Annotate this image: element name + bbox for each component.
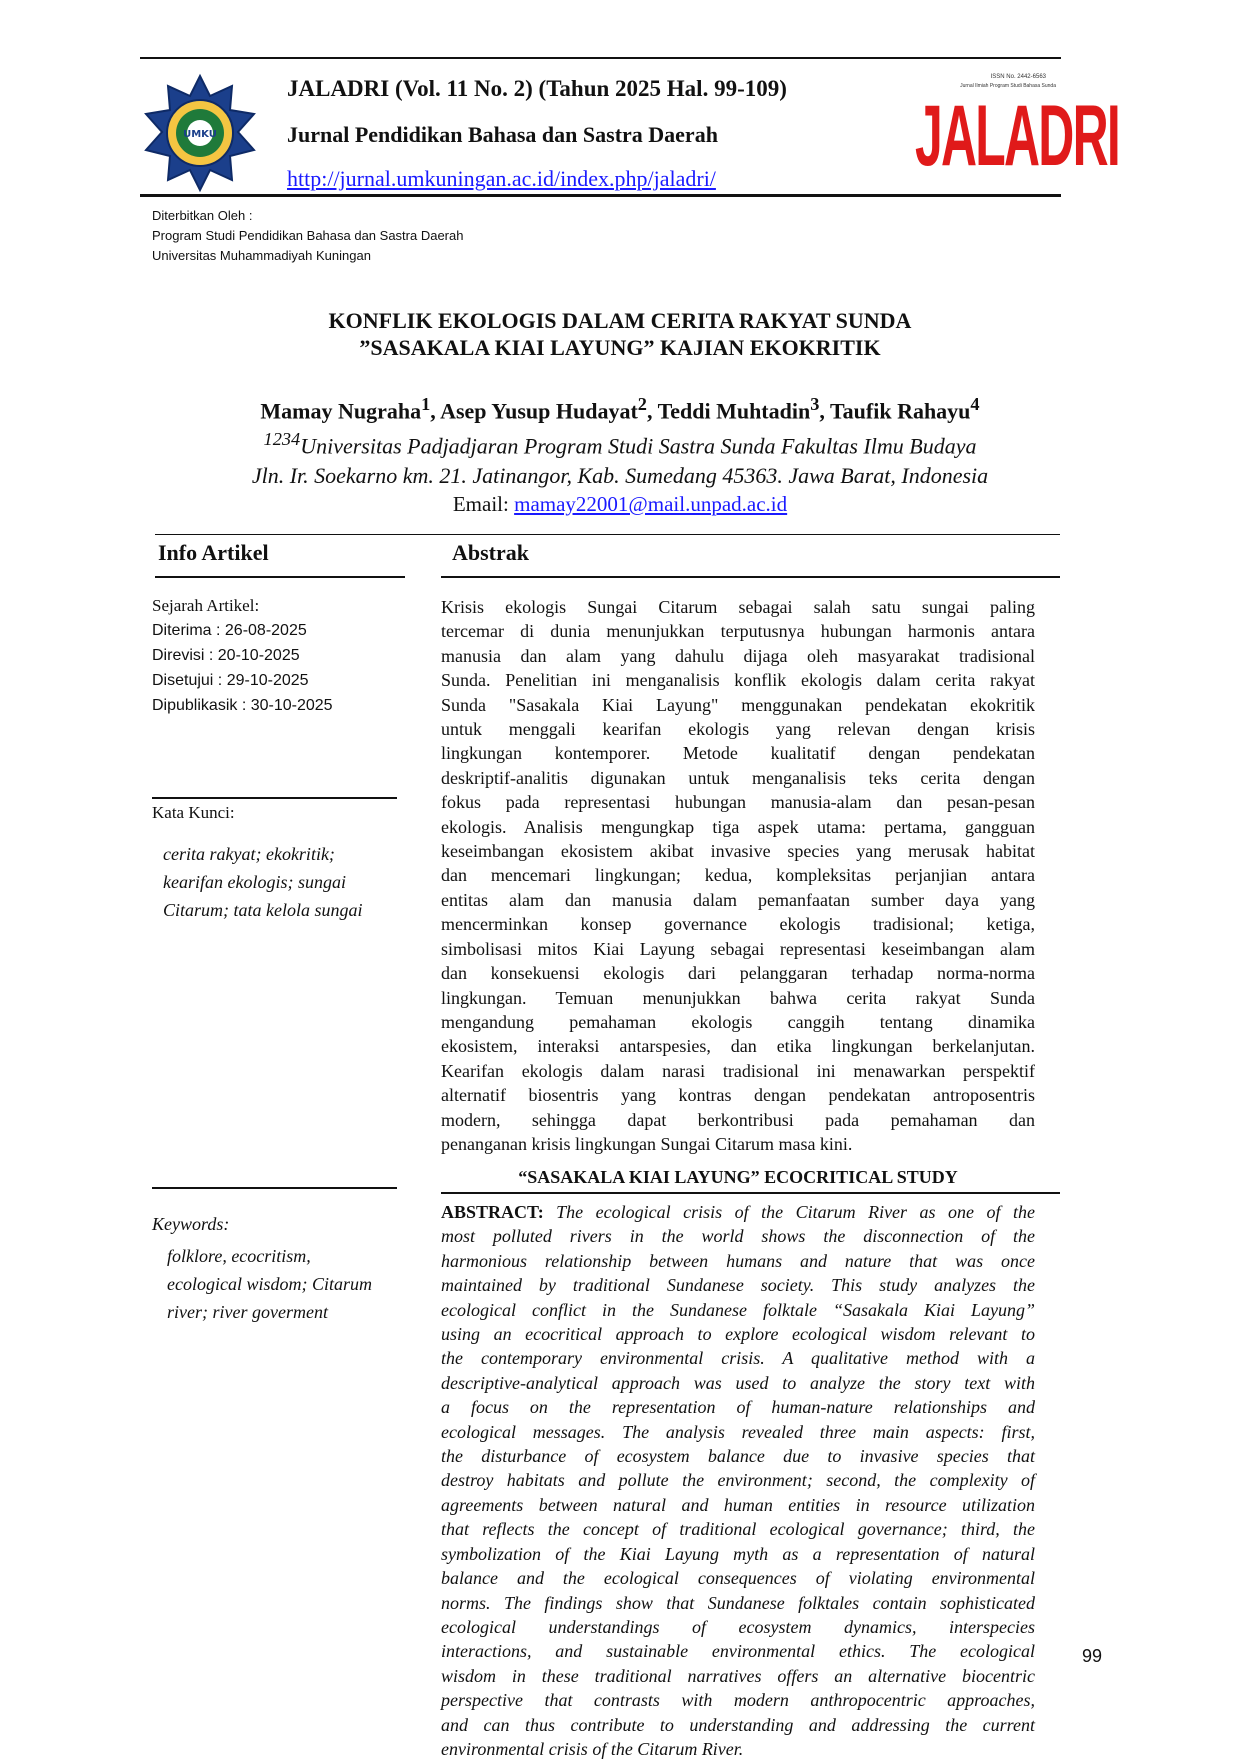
abstract-line: perspective that contrasts with modern anthropocentric approaches, (441, 1690, 1035, 1711)
email-line (150, 490, 1090, 519)
abstract-first-line (441, 1200, 1035, 1224)
abstract-line: wisdom in these traditional narratives offers an alternative biocentric (441, 1665, 1035, 1686)
kata-kunci-rule (152, 797, 397, 799)
university-logo-text: UMKU (183, 129, 217, 140)
publisher-label: Diterbitkan Oleh : (152, 208, 253, 223)
abstrak-line: simbolisasi mitos Kiai Layung sebagai representasi keseimbangan alam (441, 938, 1035, 959)
affiliation-sup: 1234 (263, 429, 301, 450)
abstract-line: harmonious relationship between humans and nature that was once (441, 1250, 1035, 1271)
abstract-line: and can thus contribute to understanding and addressing the current (441, 1714, 1035, 1735)
author-sup: 4 (970, 394, 980, 414)
abstrak-line: tercemar di dunia menunjukkan terputusnya hubungan harmonis antara (441, 621, 1035, 642)
authors-line: Mamay Nugraha$^1$, Asep Yusup Hudayat$^2$, Teddi Muhtadin$^3$, Taufik Rahayu$^4$ (260, 394, 980, 424)
abstrak-line: Krisis ekologis Sungai Citarum sebagai salah satu sungai paling (441, 597, 1035, 617)
abstrak-line: lingkungan. Temuan menunjukkan bahwa cerita rakyat Sunda (441, 987, 1035, 1008)
info-artikel-heading: Info Artikel (158, 540, 269, 565)
author-sup: 3 (810, 394, 820, 414)
abstract-line: most polluted rivers in the world shows the disconnection of the (441, 1226, 1035, 1247)
authors-block (150, 390, 1090, 519)
abstract-line: the contemporary environmental crisis. A qualitative method with a (441, 1348, 1035, 1369)
header-top-rule (140, 57, 1061, 59)
abstract-line: ecological understandings of ecosystem dynamics, interspecies (441, 1616, 1035, 1637)
abstrak-line: entitas alam dan manusia dalam pemanfaatan sumber daya yang (441, 889, 1035, 910)
abstrak-line: alternatif biosentris yang kontras dengan pendekatan antroposentris (441, 1085, 1035, 1106)
history-label: Sejarah Artikel: (152, 596, 260, 615)
abstrak-line: ekosistem, interaksi antarspesies, dan etika lingkungan berkelanjutan. (441, 1036, 1035, 1057)
abstrak-line: Sunda "Sasakala Kiai Layung" menggunakan pendekatan ekokritik (441, 694, 1035, 715)
abstrak-line: untuk menggali kearifan ekologis yang relevan dengan krisis (441, 719, 1035, 740)
abstrak-heading-rule (441, 576, 1060, 578)
abstrak-line: modern, sehingga dapat berkontribusi pada pemahaman dan (441, 1109, 1035, 1130)
date-published: Dipublikasik : 30-10-2025 (152, 697, 333, 714)
author-sup: 2 (637, 394, 647, 414)
abstract-last-line: environmental crisis of the Citarum River. (441, 1738, 744, 1759)
abstract-label: ABSTRACT: (441, 1202, 557, 1222)
address-line: Jln. Ir. Soekarno km. 21. Jatinangor, Kab. Sumedang 45363. Jawa Barat, Indonesia (251, 462, 989, 488)
abstrak-body (441, 595, 1035, 1156)
keywords-line: folklore, ecocritism, (167, 1246, 311, 1266)
abstract-line: destroy habitats and pollute the environment; second, the complexity of (441, 1470, 1035, 1491)
abstrak-line: ekologis. Analisis mengungkap tiga aspek utama: pertama, gangguan (441, 816, 1035, 837)
email-label: Email: (452, 491, 515, 516)
abstrak-heading: Abstrak (452, 540, 530, 565)
abstrak-line: mengandung pemahaman ekologis canggih tentang dinamika (441, 1011, 1035, 1032)
abstrak-line: Kearifan ekologis dalam narasi tradisional ini menawarkan perspektif (441, 1060, 1035, 1081)
jaladri-logo-issn: ISSN No. 2442-6563 (990, 74, 1046, 80)
affiliation-line (150, 425, 1090, 460)
journal-url-link[interactable]: http://jurnal.umkuningan.ac.id/index.php/jaladri/ (287, 166, 716, 191)
kata-kunci-line: kearifan ekologis; sungai (163, 872, 346, 892)
kata-kunci-line: Citarum; tata kelola sungai (163, 900, 363, 920)
abstrak-last-line: penanganan krisis lingkungan Sungai Citarum masa kini. (441, 1133, 853, 1154)
abstract-line: ecological messages. The analysis revealed three main aspects: first, (441, 1421, 1035, 1442)
abstrak-line: manusia dan alam yang dahulu dijaga oleh masyarakat tradisional (441, 645, 1035, 666)
keywords-line: ecological wisdom; Citarum (167, 1274, 372, 1294)
abstrak-line: deskriptif-analitis digunakan untuk menganalisis teks cerita dengan (441, 767, 1035, 788)
abstract-line: that reflects the concept of traditional ecological governance; third, the (441, 1519, 1035, 1540)
abstract-line: maintained by traditional Sundanese society. This study analyzes the (441, 1275, 1035, 1296)
kata-kunci-list (163, 840, 363, 924)
jaladri-logo-text: JALADRI (915, 88, 1119, 184)
kata-kunci-label: Kata Kunci: (152, 803, 235, 822)
abstract-line: ecological conflict in the Sundanese folktale “Sasakala Kiai Layung” (441, 1299, 1035, 1320)
publisher-block (152, 206, 463, 266)
section-top-rule (155, 534, 1060, 535)
kata-kunci-line: cerita rakyat; ekokritik; (163, 844, 335, 864)
history-dates (152, 618, 333, 718)
author-name: Mamay Nugraha (260, 398, 422, 424)
email-link[interactable]: mamay22001@mail.unpad.ac.id (514, 491, 788, 516)
abstract-line: agreements between natural and human entities in resource utilization (441, 1494, 1035, 1515)
page-number: 99 (1082, 1646, 1103, 1666)
date-revised: Direvisi : 20-10-2025 (152, 647, 300, 664)
publisher-university: Universitas Muhammadiyah Kuningan (152, 248, 371, 263)
abstrak-line: dan konsekuensi ekologis dari pelanggaran terhadap norma-norma (441, 963, 1035, 984)
info-heading-rule (155, 576, 405, 578)
abstract-line: interactions, and sustainable environmental ethics. The ecological (441, 1641, 1035, 1662)
author-sup: 1 (421, 394, 431, 414)
abstract-line: norms. The findings show that Sundanese folktales contain sophisticated (441, 1592, 1035, 1613)
abstract-line: symbolization of the Kiai Layung myth as a representation of natural (441, 1543, 1035, 1564)
abstrak-line: lingkungan kontemporer. Metode kualitatif dengan pendekatan (441, 743, 1035, 764)
author-name: Asep Yusup Hudayat (440, 398, 638, 424)
keywords-label: Keywords: (152, 1214, 230, 1234)
abstrak-line: mencerminkan konsep governance ekologis tradisional; ketiga, (441, 914, 1035, 935)
keywords-list (167, 1242, 372, 1326)
abstract-line: The ecological crisis of the Citarum River as one of the (556, 1202, 1035, 1222)
article-title (150, 307, 1090, 361)
article-title-line1: KONFLIK EKOLOGIS DALAM CERITA RAKYAT SUNDA (328, 308, 912, 333)
author-name: Teddi Muhtadin (657, 398, 811, 424)
keywords-line: river; river goverment (167, 1302, 328, 1322)
date-accepted: Disetujui : 29-10-2025 (152, 672, 309, 689)
english-title-rule (441, 1192, 1060, 1194)
keywords-rule (152, 1187, 397, 1189)
abstrak-line: keseimbangan ekosistem akibat invasive species yang merusak habitat (441, 841, 1035, 862)
abstract-line: descriptive-analytical approach was used to analyze the story text with (441, 1372, 1035, 1393)
abstract-line: a focus on the representation of human-nature relationships and (441, 1397, 1035, 1418)
abstrak-line: fokus pada representasi hubungan manusia-alam dan pesan-pesan (441, 792, 1035, 813)
journal-subtitle: Jurnal Pendidikan Bahasa dan Sastra Daerah (287, 122, 718, 147)
jaladri-logo (915, 72, 1119, 184)
header-bottom-rule (140, 194, 1061, 197)
english-title: “SASAKALA KIAI LAYUNG” ECOCRITICAL STUDY (518, 1167, 958, 1187)
abstract-body (441, 1200, 1035, 1761)
university-logo-icon (140, 74, 260, 194)
abstract-line: the disturbance of ecosystem balance due to invasive species that (441, 1446, 1035, 1467)
abstract-line: using an ecocritical approach to explore ecological wisdom relevant to (441, 1324, 1035, 1345)
date-received: Diterima : 26-08-2025 (152, 622, 307, 639)
abstrak-line: dan mencemari lingkungan; kedua, kompleksitas perjanjian antara (441, 865, 1035, 886)
article-title-line2: ”SASAKALA KIAI LAYUNG” KAJIAN EKOKRITIK (359, 335, 881, 360)
publisher-program: Program Studi Pendidikan Bahasa dan Sastra Daerah (152, 228, 464, 243)
jaladri-logo-caption: Jurnal Ilmiah Program Studi Bahasa Sunda (960, 83, 1056, 89)
affiliation-text: Universitas Padjadjaran Program Studi Sastra Sunda Fakultas Ilmu Budaya (300, 433, 977, 459)
abstrak-line: Sunda. Penelitian ini menganalisis konflik ekologis dalam cerita rakyat (441, 670, 1035, 691)
author-name: Taufik Rahayu (830, 398, 971, 424)
journal-title: JALADRI (Vol. 11 No. 2) (Tahun 2025 Hal. 99-109) (287, 76, 787, 101)
abstract-line: balance and the ecological consequences of violating environmental (441, 1568, 1035, 1589)
